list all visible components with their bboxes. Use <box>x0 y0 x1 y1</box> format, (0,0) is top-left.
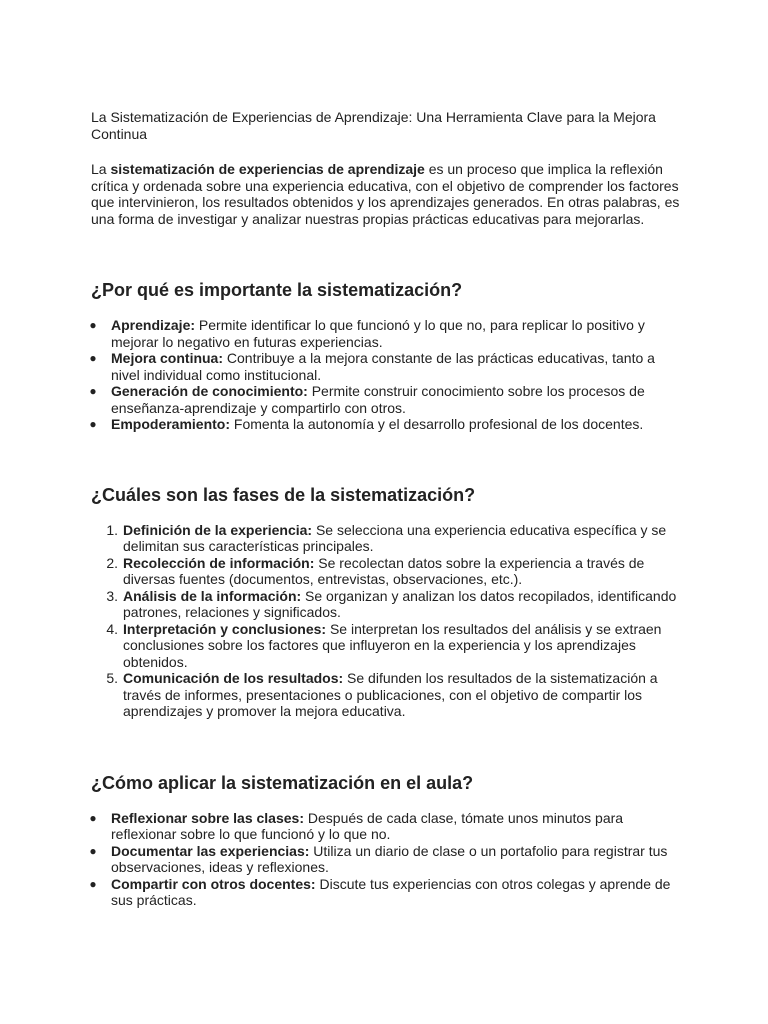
bullet-icon: ● <box>89 876 97 891</box>
item-text: Permite identificar lo que funcionó y lo que no, para replicar lo positivo y mejorar lo negativo en futuras experiencias. <box>111 317 645 350</box>
item-label: Compartir con otros docentes: <box>111 875 316 892</box>
bullet-icon: ● <box>89 417 97 431</box>
item-text: Utiliza un diario de clase o un portafolio para registrar tus observaciones, ideas y reflexiones. <box>111 842 668 875</box>
list-item <box>91 317 681 350</box>
list-item <box>91 555 681 588</box>
item-label: Comunicación de los resultados: <box>123 670 344 686</box>
item-text: Fomenta la autonomía y el desarrollo profesional de los docentes. <box>230 416 644 432</box>
section-heading-phases: ¿Cuáles son las fases de la sistematización? <box>91 484 476 505</box>
item-text: Permite construir conocimiento sobre los procesos de enseñanza-aprendizaje y compartirlo con otros. <box>111 383 645 416</box>
item-number: 1. <box>106 521 118 538</box>
intro-paragraph <box>91 161 681 227</box>
item-text: Contribuye a la mejora constante de las prácticas educativas, tanto a nivel individual como institucional. <box>111 350 655 383</box>
apply-list <box>91 810 681 909</box>
item-label: Recolección de información: <box>123 554 315 571</box>
item-number: 3. <box>106 587 118 604</box>
intro-prefix: La <box>91 161 111 177</box>
item-label: Generación de conocimiento: <box>111 383 308 399</box>
document-page <box>91 109 681 909</box>
item-label: Documentar las experiencias: <box>111 842 310 859</box>
why-list <box>91 317 681 433</box>
item-text: Se selecciona una experiencia educativa específica y se delimitan sus características principales. <box>123 521 667 554</box>
bullet-icon: ● <box>89 351 97 365</box>
item-text: Se organizan y analizan los datos recopilados, identificando patrones, relaciones y significados. <box>123 587 677 620</box>
list-item <box>91 522 681 555</box>
list-item <box>91 621 681 671</box>
item-text: Se recolectan datos sobre la experiencia a través de diversas fuentes (documentos, entrevistas, observaciones, etc.). <box>123 554 645 587</box>
item-number: 2. <box>106 554 118 571</box>
list-item <box>91 350 681 383</box>
item-number: 4. <box>106 620 118 637</box>
list-item <box>91 383 681 416</box>
item-text: Se difunden los resultados de la sistematización a través de informes, presentaciones o publicaciones, con el objetivo de compartir los aprendizajes y promover la mejora educativa. <box>123 670 658 719</box>
section-heading-why: ¿Por qué es importante la sistematización? <box>91 280 463 300</box>
item-label: Reflexionar sobre las clases: <box>111 809 304 826</box>
list-item <box>91 843 681 876</box>
item-text: Se interpretan los resultados del análisis y se extraen conclusiones sobre los factores que influyeron en la experiencia y los aprendizajes obtenidos. <box>123 620 662 670</box>
intro-text: es un proceso que implica la reflexión crítica y ordenada sobre una experiencia educativa, con el objetivo de comprender los factores que intervinieron, los resultados obtenidos y los aprendizajes generados. En otras palabras, es una forma de investigar y analizar nuestras propias prácticas educativas para mejorarlas. <box>91 161 680 227</box>
list-item <box>91 810 681 843</box>
document-title: La Sistematización de Experiencias de Aprendizaje: Una Herramienta Clave para la Mejora Continua <box>91 109 656 142</box>
item-label: Definición de la experiencia: <box>123 521 313 538</box>
intro-bold-term: sistematización de experiencias de aprendizaje <box>110 161 425 177</box>
item-text: Después de cada clase, tómate unos minutos para reflexionar sobre lo que funcionó y lo que no. <box>111 809 624 842</box>
item-label: Empoderamiento: <box>111 416 231 432</box>
item-text: Discute tus experiencias con otros colegas y aprende de sus prácticas. <box>111 875 671 908</box>
list-item <box>91 876 681 909</box>
list-item <box>91 670 681 720</box>
bullet-icon: ● <box>89 843 97 858</box>
bullet-icon: ● <box>89 318 97 332</box>
item-label: Interpretación y conclusiones: <box>123 620 327 637</box>
bullet-icon: ● <box>89 810 97 825</box>
item-label: Análisis de la información: <box>123 587 302 604</box>
list-item <box>91 416 681 433</box>
item-number: 5. <box>106 670 118 686</box>
list-item <box>91 588 681 621</box>
section-heading-apply: ¿Cómo aplicar la sistematización en el aula? <box>91 772 474 793</box>
item-label: Aprendizaje: <box>111 317 196 333</box>
phases-list <box>91 522 681 720</box>
bullet-icon: ● <box>89 384 97 398</box>
item-label: Mejora continua: <box>111 350 224 366</box>
